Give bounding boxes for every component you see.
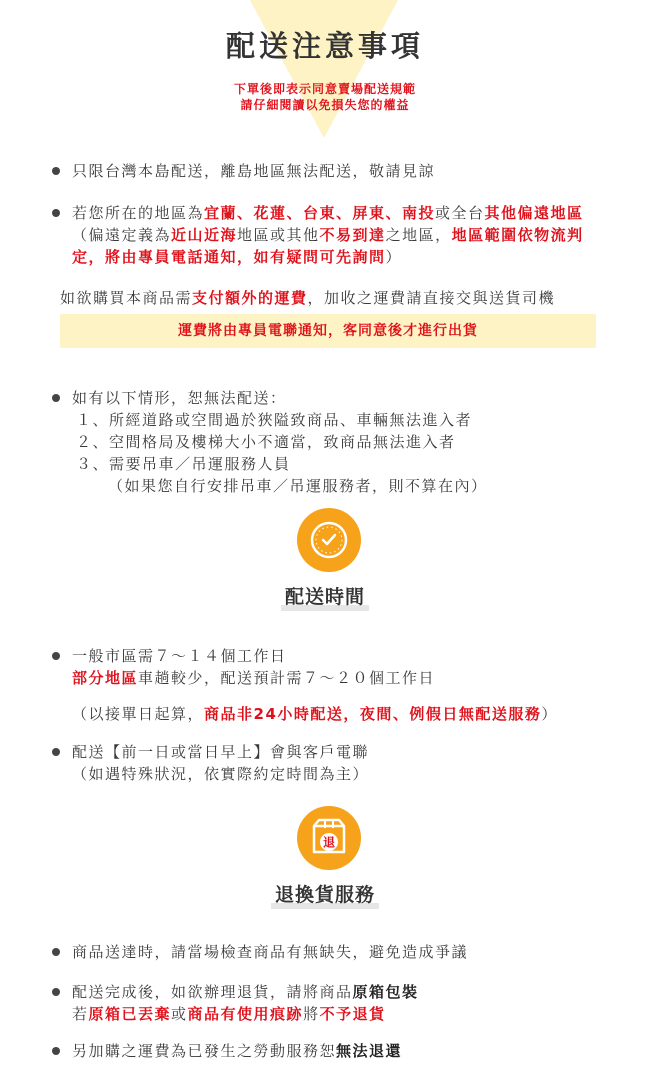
delivery-time-heading: 配送時間 bbox=[0, 582, 650, 611]
clock-icon bbox=[297, 508, 361, 572]
delivery-time-item-call: 配送【前一日或當日早上】會與客戶電聯 （如遇特殊狀況，依實際約定時間為主） bbox=[52, 741, 612, 785]
notice-item-restrictions: 如有以下情形，恕無法配送： １、所經道路或空間過於狹隘致商品、車輛無法進入者 ２、空間格局及樓梯大小不適當，致商品無法進入者 ３、需要吊車／吊運服務人員 （如果您自行安排吊車／吊運服務者，則不算在內） bbox=[52, 387, 612, 497]
delivery-time-item-schedule: 一般市區需７～１４個工作日 部分地區車趟較少，配送預計需７～２０個工作日 bbox=[52, 645, 612, 689]
page-header bbox=[0, 24, 650, 113]
header-subtitle: 下單後即表示同意賣場配送規範 bbox=[233, 82, 416, 96]
notice-item-island: 只限台灣本島配送，離島地區無法配送，敬請見諒 bbox=[52, 160, 612, 182]
notice-item-remote-areas: 若您所在的地區為宜蘭、花蓮、台東、屏東、南投或全台其他偏遠地區（偏遠定義為近山近海地區或其他不易到達之地區，地區範圍依物流判定，將由專員電話通知，如有疑問可先詢問） bbox=[52, 202, 592, 268]
returns-item-shipping-fee: 另加購之運費為已發生之勞動服務恕無法退還 bbox=[52, 1040, 612, 1062]
header-subtitle: 請仔細閱讀以免損失您的權益 bbox=[240, 98, 410, 112]
extra-fee-note: 如欲購買本商品需支付額外的運費，加收之運費請直接交與送貨司機 bbox=[60, 289, 556, 307]
delivery-time-note: （以接單日起算，商品非24小時配送，夜間、例假日無配送服務） bbox=[72, 705, 558, 723]
fee-highlight-banner: 運費將由專員電聯通知，客同意後才進行出貨 bbox=[60, 314, 596, 348]
page-title: 配送注意事項 bbox=[225, 29, 424, 63]
returns-heading: 退換貨服務 bbox=[0, 880, 650, 909]
returns-item-packaging: 配送完成後，如欲辦理退貨，請將商品原箱包裝 若原箱已丟棄或商品有使用痕跡將不予退貨 bbox=[52, 981, 612, 1025]
returns-item-inspect: 商品送達時，請當場檢查商品有無缺失，避免造成爭議 bbox=[52, 941, 612, 963]
return-box-icon bbox=[297, 806, 361, 870]
return-badge-text: 退 bbox=[322, 835, 336, 850]
